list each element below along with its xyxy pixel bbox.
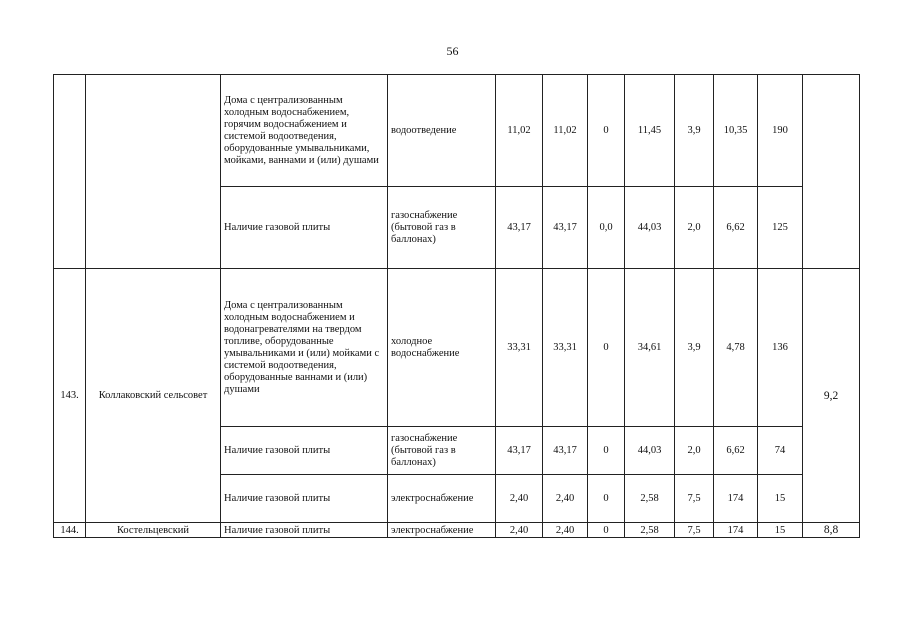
value-cell: 4,78 — [714, 269, 758, 427]
index-cell: 9,2 — [803, 269, 860, 523]
value-cell: 125 — [758, 187, 803, 269]
value-cell: 0 — [588, 475, 625, 523]
service-cell: водоотведение — [388, 75, 496, 187]
settlement-name-cell: Костельцевский — [86, 523, 221, 538]
value-cell: 3,9 — [675, 269, 714, 427]
value-cell: 2,40 — [496, 475, 543, 523]
table-row — [54, 75, 860, 187]
value-cell: 43,17 — [543, 187, 588, 269]
value-cell: 11,02 — [543, 75, 588, 187]
value-cell: 0 — [588, 523, 625, 538]
value-cell: 2,0 — [675, 187, 714, 269]
value-cell: 44,03 — [625, 187, 675, 269]
value-cell: 136 — [758, 269, 803, 427]
value-cell: 33,31 — [496, 269, 543, 427]
row-number-cell — [54, 75, 86, 269]
row-number-cell: 144. — [54, 523, 86, 538]
value-cell: 0,0 — [588, 187, 625, 269]
value-cell: 2,40 — [543, 475, 588, 523]
value-cell: 11,45 — [625, 75, 675, 187]
value-cell: 7,5 — [675, 523, 714, 538]
value-cell: 15 — [758, 523, 803, 538]
value-cell: 43,17 — [496, 427, 543, 475]
description-cell: Наличие газовой плиты — [221, 475, 388, 523]
value-cell: 2,40 — [543, 523, 588, 538]
value-cell: 7,5 — [675, 475, 714, 523]
value-cell: 43,17 — [543, 427, 588, 475]
value-cell: 10,35 — [714, 75, 758, 187]
index-cell: 8,8 — [803, 523, 860, 538]
value-cell: 0 — [588, 269, 625, 427]
value-cell: 0 — [588, 75, 625, 187]
value-cell: 2,58 — [625, 475, 675, 523]
settlement-name-cell — [86, 75, 221, 269]
value-cell: 6,62 — [714, 187, 758, 269]
value-cell: 33,31 — [543, 269, 588, 427]
service-cell: холодное водоснабжение — [388, 269, 496, 427]
description-cell: Наличие газовой плиты — [221, 523, 388, 538]
value-cell: 6,62 — [714, 427, 758, 475]
description-cell: Наличие газовой плиты — [221, 427, 388, 475]
service-cell: электроснабжение — [388, 523, 496, 538]
index-cell — [803, 75, 860, 269]
value-cell: 74 — [758, 427, 803, 475]
row-number-cell: 143. — [54, 269, 86, 523]
value-cell: 174 — [714, 475, 758, 523]
description-cell: Дома с централизованным холодным водоснабжением и водонагревателями на твердом топливе, оборудованные умывальниками и (или) мойками с системой водоотведения, оборудованные ваннами и (или) душами — [221, 269, 388, 427]
value-cell: 3,9 — [675, 75, 714, 187]
service-cell: газоснабжение (бытовой газ в баллонах) — [388, 187, 496, 269]
value-cell: 2,58 — [625, 523, 675, 538]
table-row — [54, 523, 860, 538]
service-cell: электроснабжение — [388, 475, 496, 523]
value-cell: 2,0 — [675, 427, 714, 475]
page-number: 56 — [446, 44, 459, 58]
description-cell: Наличие газовой плиты — [221, 187, 388, 269]
value-cell: 174 — [714, 523, 758, 538]
settlement-name-cell: Коллаковский сельсовет — [86, 269, 221, 523]
table-row — [54, 269, 860, 427]
value-cell: 11,02 — [496, 75, 543, 187]
value-cell: 15 — [758, 475, 803, 523]
tariff-table — [53, 74, 860, 538]
value-cell: 190 — [758, 75, 803, 187]
service-cell: газоснабжение (бытовой газ в баллонах) — [388, 427, 496, 475]
value-cell: 34,61 — [625, 269, 675, 427]
value-cell: 0 — [588, 427, 625, 475]
value-cell: 2,40 — [496, 523, 543, 538]
value-cell: 43,17 — [496, 187, 543, 269]
description-cell: Дома с централизованным холодным водоснабжением, горячим водоснабжением и системой водоотведения, оборудованные умывальниками, мойками, ваннами и (или) душами — [221, 75, 388, 187]
value-cell: 44,03 — [625, 427, 675, 475]
